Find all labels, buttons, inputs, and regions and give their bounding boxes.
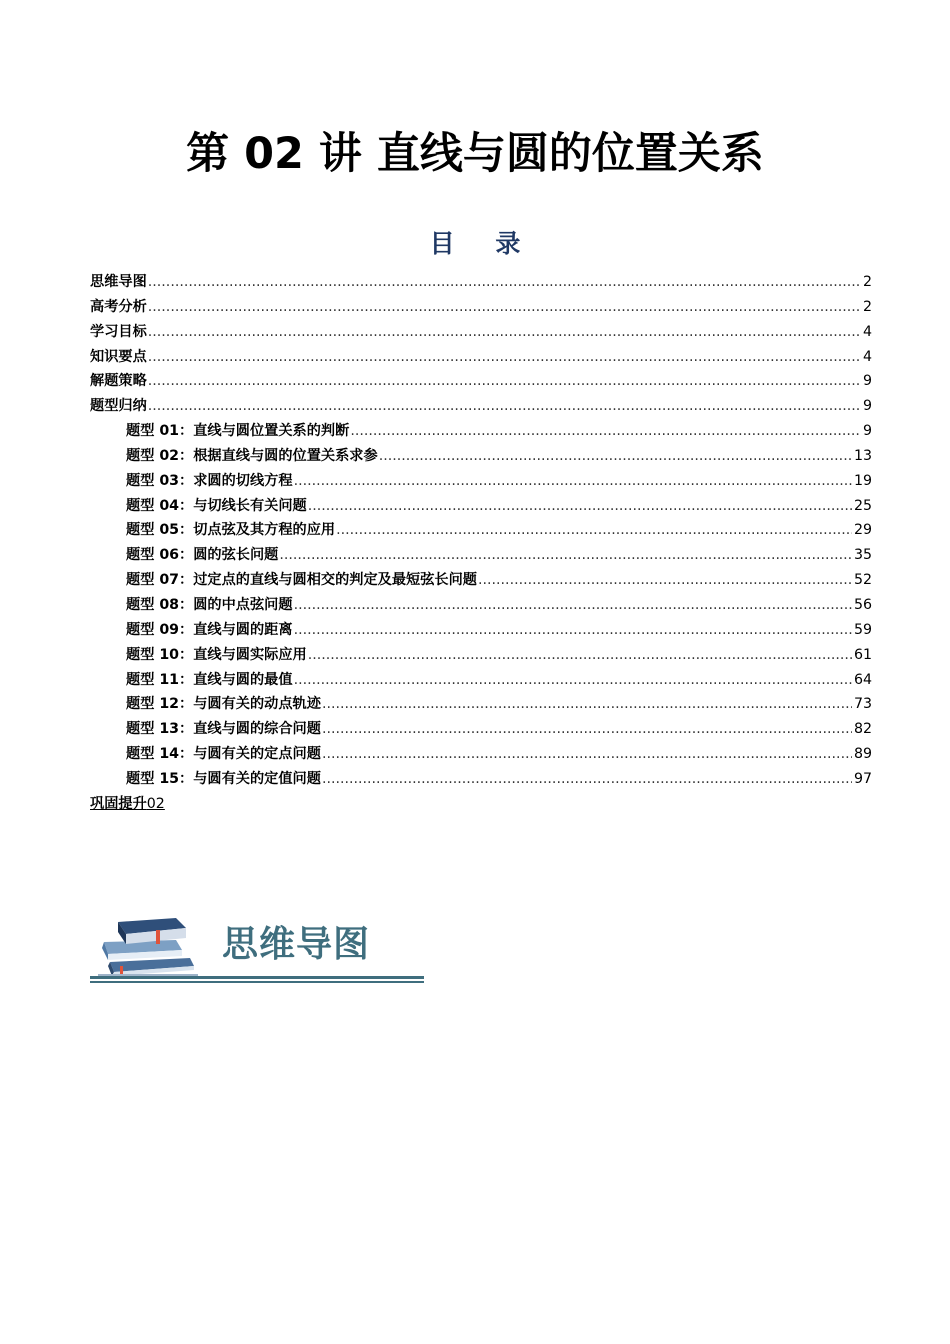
- toc-entry[interactable]: [90, 270, 872, 295]
- toc-entry-label[interactable]: 题型 03：求圆的切线方程: [126, 472, 293, 489]
- toc-entry-label[interactable]: 题型 08：圆的中点弦问题: [126, 596, 293, 613]
- toc-entry[interactable]: [90, 320, 872, 345]
- toc-leader-dots: [294, 593, 852, 617]
- toc-entry-label[interactable]: 高考分析: [90, 298, 147, 315]
- toc-leader-dots: [322, 742, 852, 766]
- table-of-contents: [90, 270, 872, 817]
- toc-entry-page[interactable]: 82: [853, 721, 872, 738]
- toc-entry-label[interactable]: 题型 12：与圆有关的动点轨迹: [126, 696, 321, 713]
- toc-entry[interactable]: [90, 295, 872, 320]
- toc-entry-page[interactable]: 89: [853, 746, 872, 763]
- toc-entry-page[interactable]: 56: [853, 596, 872, 613]
- toc-entry-label[interactable]: 题型 15：与圆有关的定值问题: [126, 770, 321, 787]
- toc-subentry[interactable]: [90, 717, 872, 742]
- banner-underline-thin: [90, 981, 424, 983]
- toc-subentry[interactable]: [90, 568, 872, 593]
- books-icon: [90, 908, 200, 980]
- toc-entry-label[interactable]: 题型 06：圆的弦长问题: [126, 547, 279, 564]
- toc-subentry[interactable]: [90, 668, 872, 693]
- toc-entry-label[interactable]: 题型 01：直线与圆位置关系的判断: [126, 423, 350, 440]
- toc-entry-page[interactable]: 29: [853, 522, 872, 539]
- toc-entry-page[interactable]: 19: [853, 472, 872, 489]
- toc-leader-dots: [350, 419, 861, 443]
- toc-entry-page[interactable]: 9: [862, 373, 872, 390]
- toc-entry-page[interactable]: 2: [862, 274, 872, 290]
- toc-leader-dots: [478, 568, 852, 592]
- toc-entry-page[interactable]: 35: [853, 547, 872, 564]
- toc-entry-label[interactable]: 学习目标: [90, 323, 147, 340]
- toc-entry-consolidation[interactable]: [90, 792, 872, 817]
- toc-subentry[interactable]: [90, 419, 872, 444]
- toc-leader-dots: [148, 369, 861, 393]
- toc-leader-dots: [379, 444, 852, 468]
- banner-underline: [90, 976, 424, 979]
- toc-entry-label[interactable]: 思维导图: [90, 274, 147, 290]
- toc-entry-page[interactable]: 02: [146, 795, 165, 812]
- toc-entry[interactable]: [90, 345, 872, 370]
- toc-subentry[interactable]: [90, 618, 872, 643]
- toc-leader-dots: [148, 394, 861, 418]
- toc-leader-dots: [294, 618, 852, 642]
- toc-leader-dots: [279, 543, 852, 567]
- toc-subentry[interactable]: [90, 692, 872, 717]
- banner-title: 思维导图: [222, 924, 371, 965]
- toc-leader-dots: [148, 295, 861, 319]
- toc-leader-dots: [148, 345, 861, 369]
- toc-subentry[interactable]: [90, 469, 872, 494]
- toc-entry-label[interactable]: 题型 04：与切线长有关问题: [126, 497, 307, 514]
- toc-subentry[interactable]: [90, 494, 872, 519]
- toc-leader-dots: [294, 668, 852, 692]
- section-banner-mind-map: [90, 908, 426, 988]
- toc-leader-dots: [308, 494, 852, 518]
- toc-entry-page[interactable]: 64: [853, 671, 872, 688]
- toc-subentry[interactable]: [90, 593, 872, 618]
- toc-leader-dots: [308, 643, 852, 667]
- toc-entry-label[interactable]: 巩固提升: [90, 795, 147, 812]
- toc-leader-dots: [322, 767, 852, 791]
- toc-entry-page[interactable]: 4: [862, 348, 872, 365]
- toc-leader-dots: [336, 518, 852, 542]
- toc-entry[interactable]: [90, 394, 872, 419]
- toc-entry-label[interactable]: 题型 14：与圆有关的定点问题: [126, 746, 321, 763]
- toc-entry[interactable]: [90, 369, 872, 394]
- toc-entry-page[interactable]: 13: [853, 447, 872, 464]
- toc-entry-label[interactable]: 题型 05：切点弦及其方程的应用: [126, 522, 336, 539]
- toc-subentry[interactable]: [90, 444, 872, 469]
- toc-subentry[interactable]: [90, 543, 872, 568]
- toc-entry-page[interactable]: 59: [853, 621, 872, 638]
- toc-entry-label[interactable]: 题型 07：过定点的直线与圆相交的判定及最短弦长问题: [126, 572, 477, 589]
- toc-subentry[interactable]: [90, 767, 872, 792]
- toc-entry-label[interactable]: 知识要点: [90, 348, 147, 365]
- toc-leader-dots: [322, 717, 852, 741]
- toc-entry-page[interactable]: 61: [853, 646, 872, 663]
- page-title: 第 02 讲 直线与圆的位置关系: [186, 129, 764, 179]
- toc-subentry[interactable]: [90, 742, 872, 767]
- toc-entry-label[interactable]: 题型归纳: [90, 398, 147, 415]
- toc-leader-dots: [148, 320, 861, 344]
- toc-entry-label[interactable]: 题型 02：根据直线与圆的位置关系求参: [126, 447, 378, 464]
- toc-leader-dots: [322, 692, 852, 716]
- toc-entry-page[interactable]: 9: [862, 398, 872, 415]
- toc-entry-page[interactable]: 97: [853, 770, 872, 787]
- toc-entry-label[interactable]: 题型 11：直线与圆的最值: [126, 671, 293, 688]
- toc-leader-dots: [148, 270, 861, 294]
- toc-subentry[interactable]: [90, 643, 872, 668]
- toc-entry-label[interactable]: 题型 09：直线与圆的距离: [126, 621, 293, 638]
- toc-entry-page[interactable]: 4: [862, 323, 872, 340]
- toc-entry-page[interactable]: 52: [853, 572, 872, 589]
- toc-subentry[interactable]: [90, 518, 872, 543]
- toc-entry-label[interactable]: 题型 13：直线与圆的综合问题: [126, 721, 321, 738]
- toc-entry-page[interactable]: 25: [853, 497, 872, 514]
- toc-leader-dots: [294, 469, 852, 493]
- toc-entry-page[interactable]: 73: [853, 696, 872, 713]
- toc-heading: 目 录: [429, 229, 537, 258]
- toc-entry-page[interactable]: 9: [862, 423, 872, 440]
- toc-entry-label[interactable]: 题型 10：直线与圆实际应用: [126, 646, 307, 663]
- toc-entry-label[interactable]: 解题策略: [90, 373, 147, 390]
- toc-entry-page[interactable]: 2: [862, 298, 872, 315]
